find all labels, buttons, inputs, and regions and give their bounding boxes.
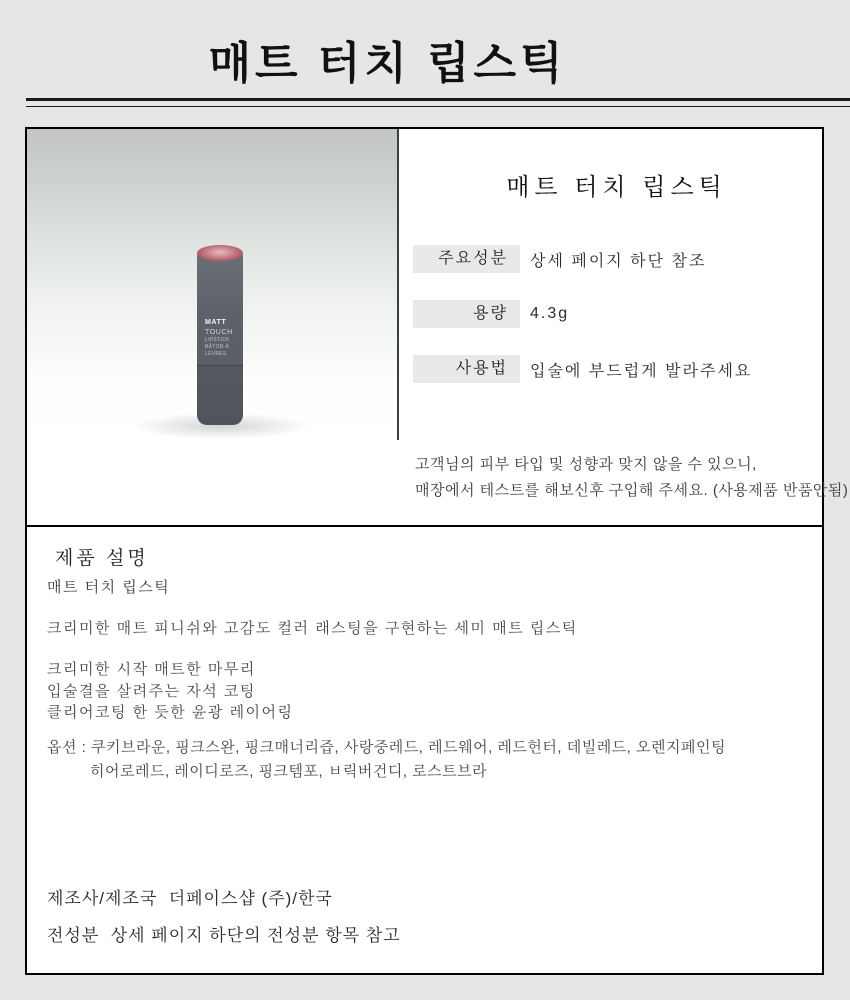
- product-photo: [27, 129, 399, 440]
- tube-brand-line: BÂTON À: [205, 344, 229, 350]
- lipstick-body-lower: [197, 366, 243, 425]
- description-heading: 제품 설명: [55, 548, 149, 569]
- notice-line: 고객님의 피부 타입 및 성향과 맞지 않을 수 있으니,: [415, 456, 757, 473]
- description-summary: 크리미한 매트 피니쉬와 고감도 컬러 래스팅을 구현하는 세미 매트 립스틱: [47, 620, 578, 637]
- product-name-heading: 매트 터치 립스틱: [506, 174, 727, 201]
- spec-value: 상세 페이지 하단 참조: [530, 252, 707, 270]
- manufacturer-line: 제조사/제조국 더페이스샵 (주)/한국: [47, 889, 333, 908]
- product-summary-box: [25, 127, 849, 527]
- tube-brand-line: TOUCH: [205, 329, 233, 336]
- product-info: [413, 129, 849, 525]
- spec-value: 입술에 부드럽게 발라주세요: [530, 362, 753, 380]
- lipstick-body: [197, 253, 243, 425]
- feature-line: 클리어코팅 한 듯한 윤광 레이어링: [47, 704, 294, 721]
- description-product-name: 매트 터치 립스틱: [47, 579, 171, 596]
- spec-label: 사용법: [413, 355, 520, 383]
- page-title: 매트 터치 립스틱: [208, 39, 567, 88]
- notice-line: 매장에서 테스트를 해보신후 구입해 주세요. (사용제품 반품안됨): [415, 482, 849, 499]
- options-line: 히어로레드, 레이디로즈, 핑크템포, ㅂ릭버건디, 로스트브라: [90, 763, 488, 780]
- lipstick-tube: [197, 245, 243, 425]
- spec-label: 용량: [413, 300, 520, 328]
- spec-row-usage: [413, 355, 820, 383]
- lipstick-seam: [197, 365, 243, 366]
- spec-row-ingredients: [413, 245, 820, 273]
- feature-line: 입술결을 살려주는 자석 코팅: [47, 683, 256, 700]
- tube-brand-line: LÈVRES: [205, 351, 227, 357]
- title-divider-thick: [26, 98, 850, 101]
- ingredients-line: 전성분 상세 페이지 하단의 전성분 항목 참고: [47, 926, 401, 945]
- tube-brand-line: MATT: [205, 319, 227, 326]
- feature-line: 크리미한 시작 매트한 마무리: [47, 661, 256, 678]
- spec-row-volume: [413, 300, 820, 328]
- spec-value: 4.3g: [530, 305, 570, 322]
- product-description-box: [25, 525, 824, 975]
- title-divider-thin: [26, 106, 850, 107]
- tube-brand-line: LIPSTICK: [205, 337, 230, 343]
- spec-label: 주요성분: [413, 245, 520, 273]
- lipstick-label: [205, 319, 233, 357]
- options-line: 옵션 : 쿠키브라운, 핑크스완, 핑크매너리즙, 사랑중레드, 레드웨어, 레드헌터, 데빌레드, 오렌지페인팅: [47, 739, 726, 756]
- store-test-notice: [415, 452, 849, 504]
- lipstick-bullet-top: [197, 245, 243, 261]
